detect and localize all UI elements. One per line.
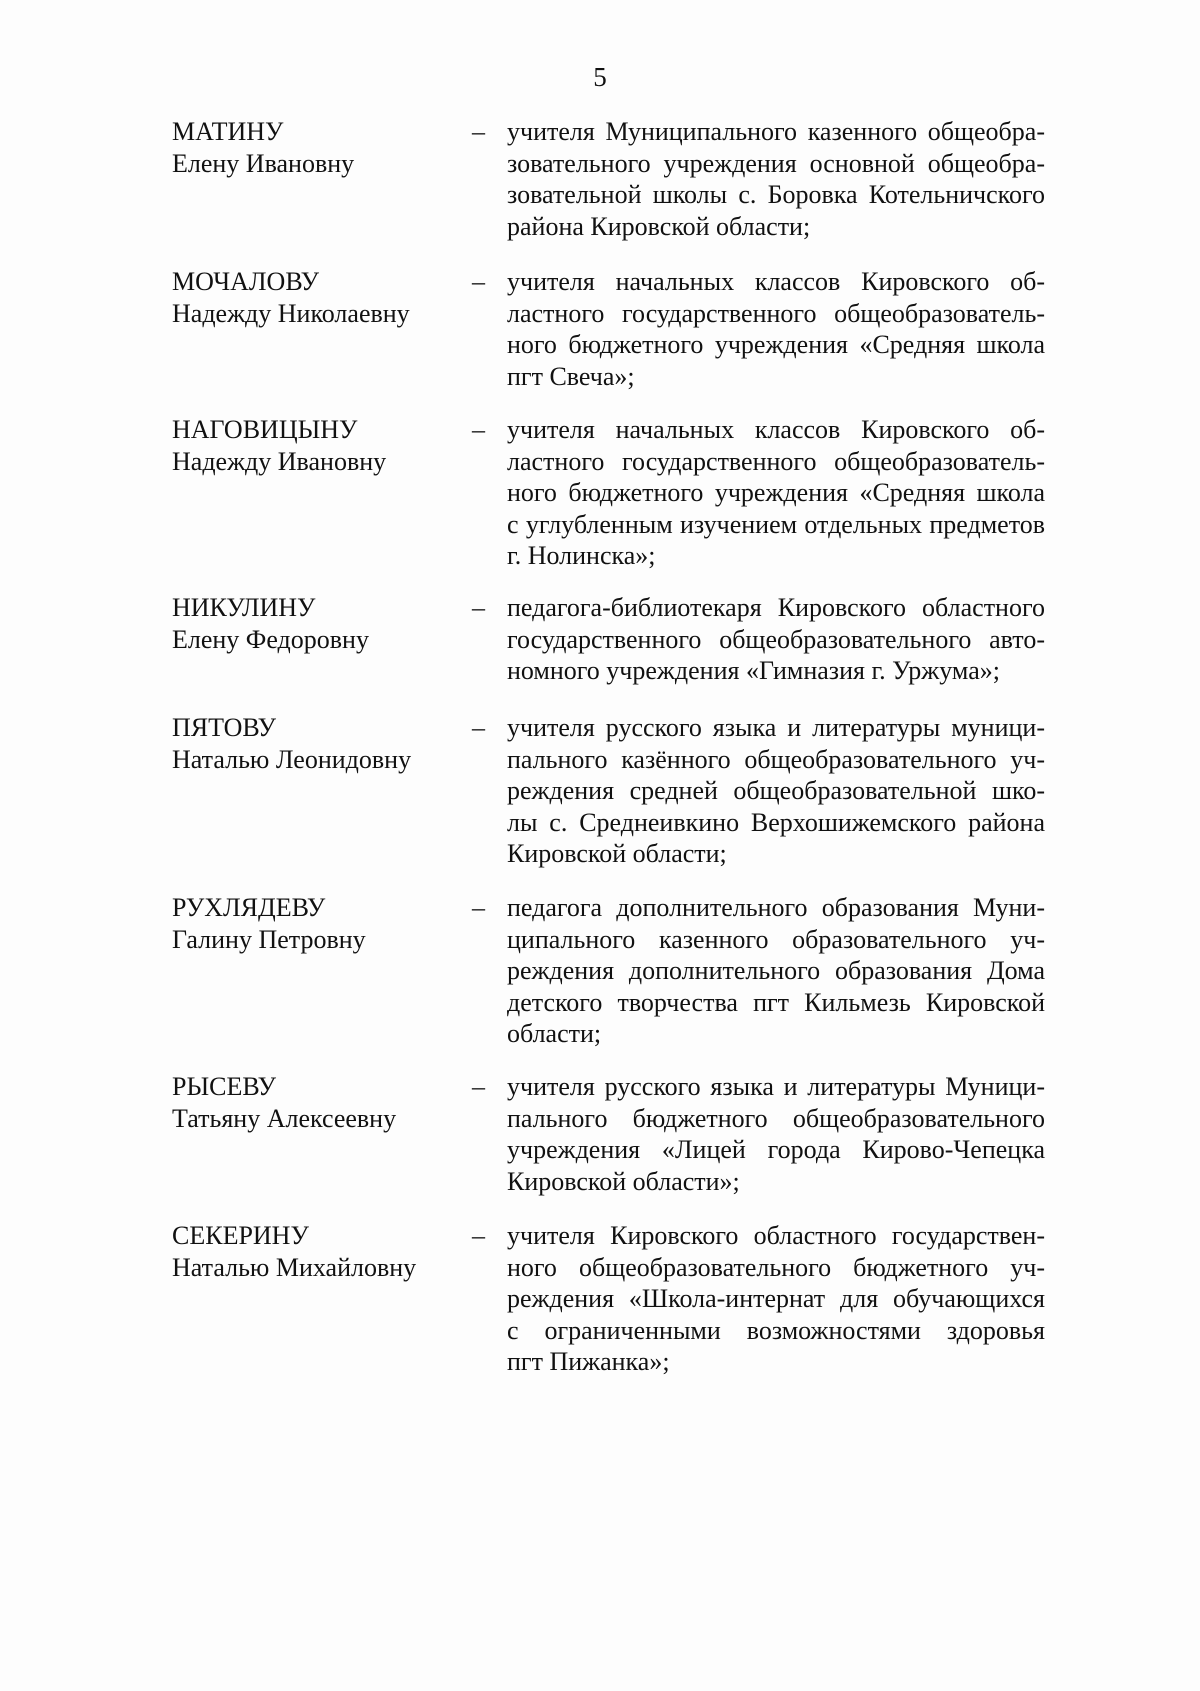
position-line: лы с. Среднеивкино Верхошижемского района xyxy=(507,807,1045,837)
person-given-names: Наталью Леонидовну xyxy=(172,744,412,774)
person-position xyxy=(507,414,1045,572)
person-given-names: Татьяну Алексеевну xyxy=(172,1103,397,1133)
person-surname: РУХЛЯДЕВУ xyxy=(172,893,326,922)
person-given-names: Галину Петровну xyxy=(172,924,366,954)
person-surname: МАТИНУ xyxy=(172,117,284,146)
person-surname: НИКУЛИНУ xyxy=(172,593,316,622)
position-line: района Кировской области; xyxy=(507,211,811,241)
position-line: государственного общеобразовательного авто- xyxy=(507,624,1045,654)
entry-dash: – xyxy=(472,893,485,922)
position-line: учителя русского языка и литературы Муници- xyxy=(507,1072,1045,1101)
position-line: Кировской области»; xyxy=(507,1166,740,1196)
person-given-names: Наталью Михайловну xyxy=(172,1252,417,1282)
person-surname: РЫСЕВУ xyxy=(172,1072,276,1101)
person-position xyxy=(507,592,1045,687)
position-line: учителя начальных классов Кировского об- xyxy=(507,267,1045,296)
person-given-names: Елену Федоровну xyxy=(172,624,369,654)
position-line: учителя Кировского областного государствен- xyxy=(507,1221,1045,1250)
position-line: г. Нолинска»; xyxy=(507,541,656,571)
position-line: ципального казенного образовательного уч- xyxy=(507,924,1045,954)
person-name xyxy=(172,1071,472,1134)
person-position xyxy=(507,1220,1045,1378)
entry-dash: – xyxy=(472,415,485,444)
position-line: реждения дополнительного образования Дома xyxy=(507,956,1045,986)
entry-dash: – xyxy=(472,713,485,742)
person-name xyxy=(172,414,472,477)
person-surname: СЕКЕРИНУ xyxy=(172,1221,309,1250)
person-name xyxy=(172,592,472,655)
entry-dash: – xyxy=(472,593,485,622)
position-line: с углубленным изучением отдельных предметов xyxy=(507,509,1045,539)
position-line: учреждения «Лицей города Кирово-Чепецка xyxy=(507,1135,1045,1165)
position-line: пального бюджетного общеобразовательного xyxy=(507,1103,1045,1133)
position-line: ного бюджетного учреждения «Средняя школа xyxy=(507,478,1045,508)
position-line: ного бюджетного учреждения «Средняя школа xyxy=(507,330,1045,360)
position-line: детского творчества пгт Кильмезь Кировской xyxy=(507,987,1045,1017)
person-position xyxy=(507,1071,1045,1197)
person-position xyxy=(507,116,1045,242)
person-position xyxy=(507,266,1045,392)
position-line: педагога-библиотекаря Кировского областного xyxy=(507,593,1045,622)
person-surname: ПЯТОВУ xyxy=(172,713,277,742)
person-surname: НАГОВИЦЫНУ xyxy=(172,415,358,444)
position-line: педагога дополнительного образования Муни- xyxy=(507,893,1045,922)
position-line: ного общеобразовательного бюджетного уч- xyxy=(507,1252,1045,1282)
entry-dash: – xyxy=(472,267,485,296)
page-number: 5 xyxy=(593,62,607,92)
person-position xyxy=(507,712,1045,870)
position-line: с ограниченными возможностями здоровья xyxy=(507,1315,1045,1345)
position-line: учителя русского языка и литературы муници- xyxy=(507,713,1045,742)
position-line: пального казённого общеобразовательного уч- xyxy=(507,744,1045,774)
person-given-names: Елену Ивановну xyxy=(172,148,355,178)
person-name xyxy=(172,712,472,775)
entry-dash: – xyxy=(472,1072,485,1101)
position-line: номного учреждения «Гимназия г. Уржума»; xyxy=(507,656,1000,686)
position-line: учителя Муниципального казенного общеобра- xyxy=(507,117,1045,146)
entry-dash: – xyxy=(472,117,485,146)
position-line: ластного государственного общеобразователь- xyxy=(507,298,1045,328)
position-line: пгт Пижанка»; xyxy=(507,1347,670,1377)
person-name xyxy=(172,116,472,179)
position-line: реждения «Школа-интернат для обучающихся xyxy=(507,1284,1045,1314)
entry-dash: – xyxy=(472,1221,485,1250)
person-given-names: Надежду Николаевну xyxy=(172,298,410,328)
person-given-names: Надежду Ивановну xyxy=(172,446,387,476)
person-surname: МОЧАЛОВУ xyxy=(172,267,319,296)
position-line: Кировской области; xyxy=(507,839,727,869)
position-line: зовательного учреждения основной общеобра- xyxy=(507,148,1045,178)
person-position xyxy=(507,892,1045,1050)
position-line: ластного государственного общеобразователь- xyxy=(507,446,1045,476)
position-line: реждения средней общеобразовательной шко- xyxy=(507,776,1045,806)
person-name xyxy=(172,1220,472,1283)
person-name xyxy=(172,892,472,955)
position-line: зовательной школы с. Боровка Котельничского xyxy=(507,180,1045,210)
person-name xyxy=(172,266,472,329)
position-line: учителя начальных классов Кировского об- xyxy=(507,415,1045,444)
position-line: области; xyxy=(507,1019,602,1049)
position-line: пгт Свеча»; xyxy=(507,361,635,391)
